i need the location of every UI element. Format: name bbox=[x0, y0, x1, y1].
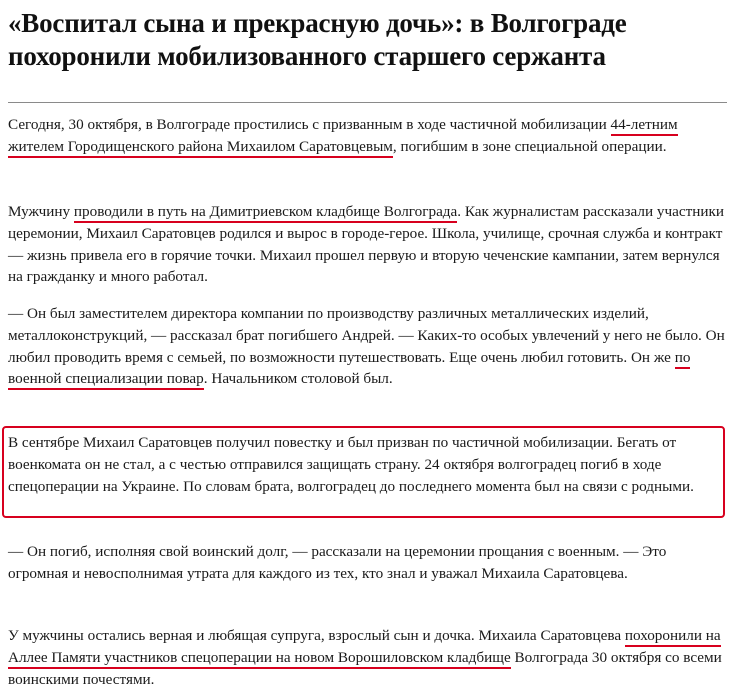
highlight-underline: похоронили на Аллее Памяти участников спецоперации на новом Ворошиловском кладбище bbox=[8, 627, 721, 669]
paragraph-1-text-a: Сегодня, 30 октября, в Волгограде простились с призванным в ходе частичной мобилизации bbox=[8, 116, 611, 133]
paragraph-6 bbox=[8, 625, 728, 690]
headline-divider bbox=[8, 102, 727, 103]
paragraph-3 bbox=[8, 303, 728, 390]
paragraph-5: — Он погиб, исполняя свой воинский долг, — рассказали на церемонии прощания с военным. — Это огромная и невосполнимая утрата для каждого из тех, кто знал и уважал Михаила Саратовцева. bbox=[8, 543, 667, 582]
paragraph-1 bbox=[8, 114, 728, 158]
paragraph-3-text-a: — Он был заместителем директора компании по производству различных металлических изделий, металлоконструкций, — рассказал брат погибшего Андрей. — Каких-то особых увлечений у него не было. Он любил проводить время с семьей, по возможности путешествовать. Еще очень любил готовить. Он же bbox=[8, 305, 725, 366]
paragraph-2 bbox=[8, 201, 728, 288]
article-headline: «Воспитал сына и прекрасную дочь»: в Волгограде похоронили мобилизованного старшего сержанта bbox=[8, 8, 627, 71]
paragraph-4: В сентябре Михаил Саратовцев получил повестку и был призван по частичной мобилизации. Бегать от военкомата он не стал, а с честью отправился защищать страну. 24 октября волгоградец погиб в ходе спецоперации на Украине. По словам брата, волгоградец до последнего момента был на связи с родными. bbox=[8, 434, 694, 495]
paragraph-2-text-a: Мужчину bbox=[8, 203, 74, 220]
paragraph-3-text-b: . Начальником столовой был. bbox=[203, 370, 393, 388]
paragraph-6-text-b: Волгограда 30 октября со всеми воинскими почестями. bbox=[8, 648, 722, 688]
paragraph-2-text-b: . Как журналистам рассказали участники церемонии, Михаил Саратовцев родился и вырос в городе-герое. Школа, училище, срочная служба и контракт — жизнь привела его в горячие точки. Михаил прошел первую и вторую чеченские кампании, затем вернулся на гражданку и много работал. bbox=[8, 203, 725, 286]
paragraph-1-text-b: , погибшим в зоне специальной операции. bbox=[392, 137, 667, 155]
paragraph-6-text-a: У мужчины остались верная и любящая супруга, взрослый сын и дочка. Михаила Саратовцева bbox=[8, 627, 625, 644]
cemetery-link[interactable]: проводили в путь на Димитриевском кладбище Волгограда bbox=[74, 203, 457, 223]
highlight-underline: по военной специализации повар bbox=[8, 349, 690, 391]
highlight-underline: 44-летним жителем Городищенского района Михаилом Саратовцевым bbox=[8, 116, 678, 158]
